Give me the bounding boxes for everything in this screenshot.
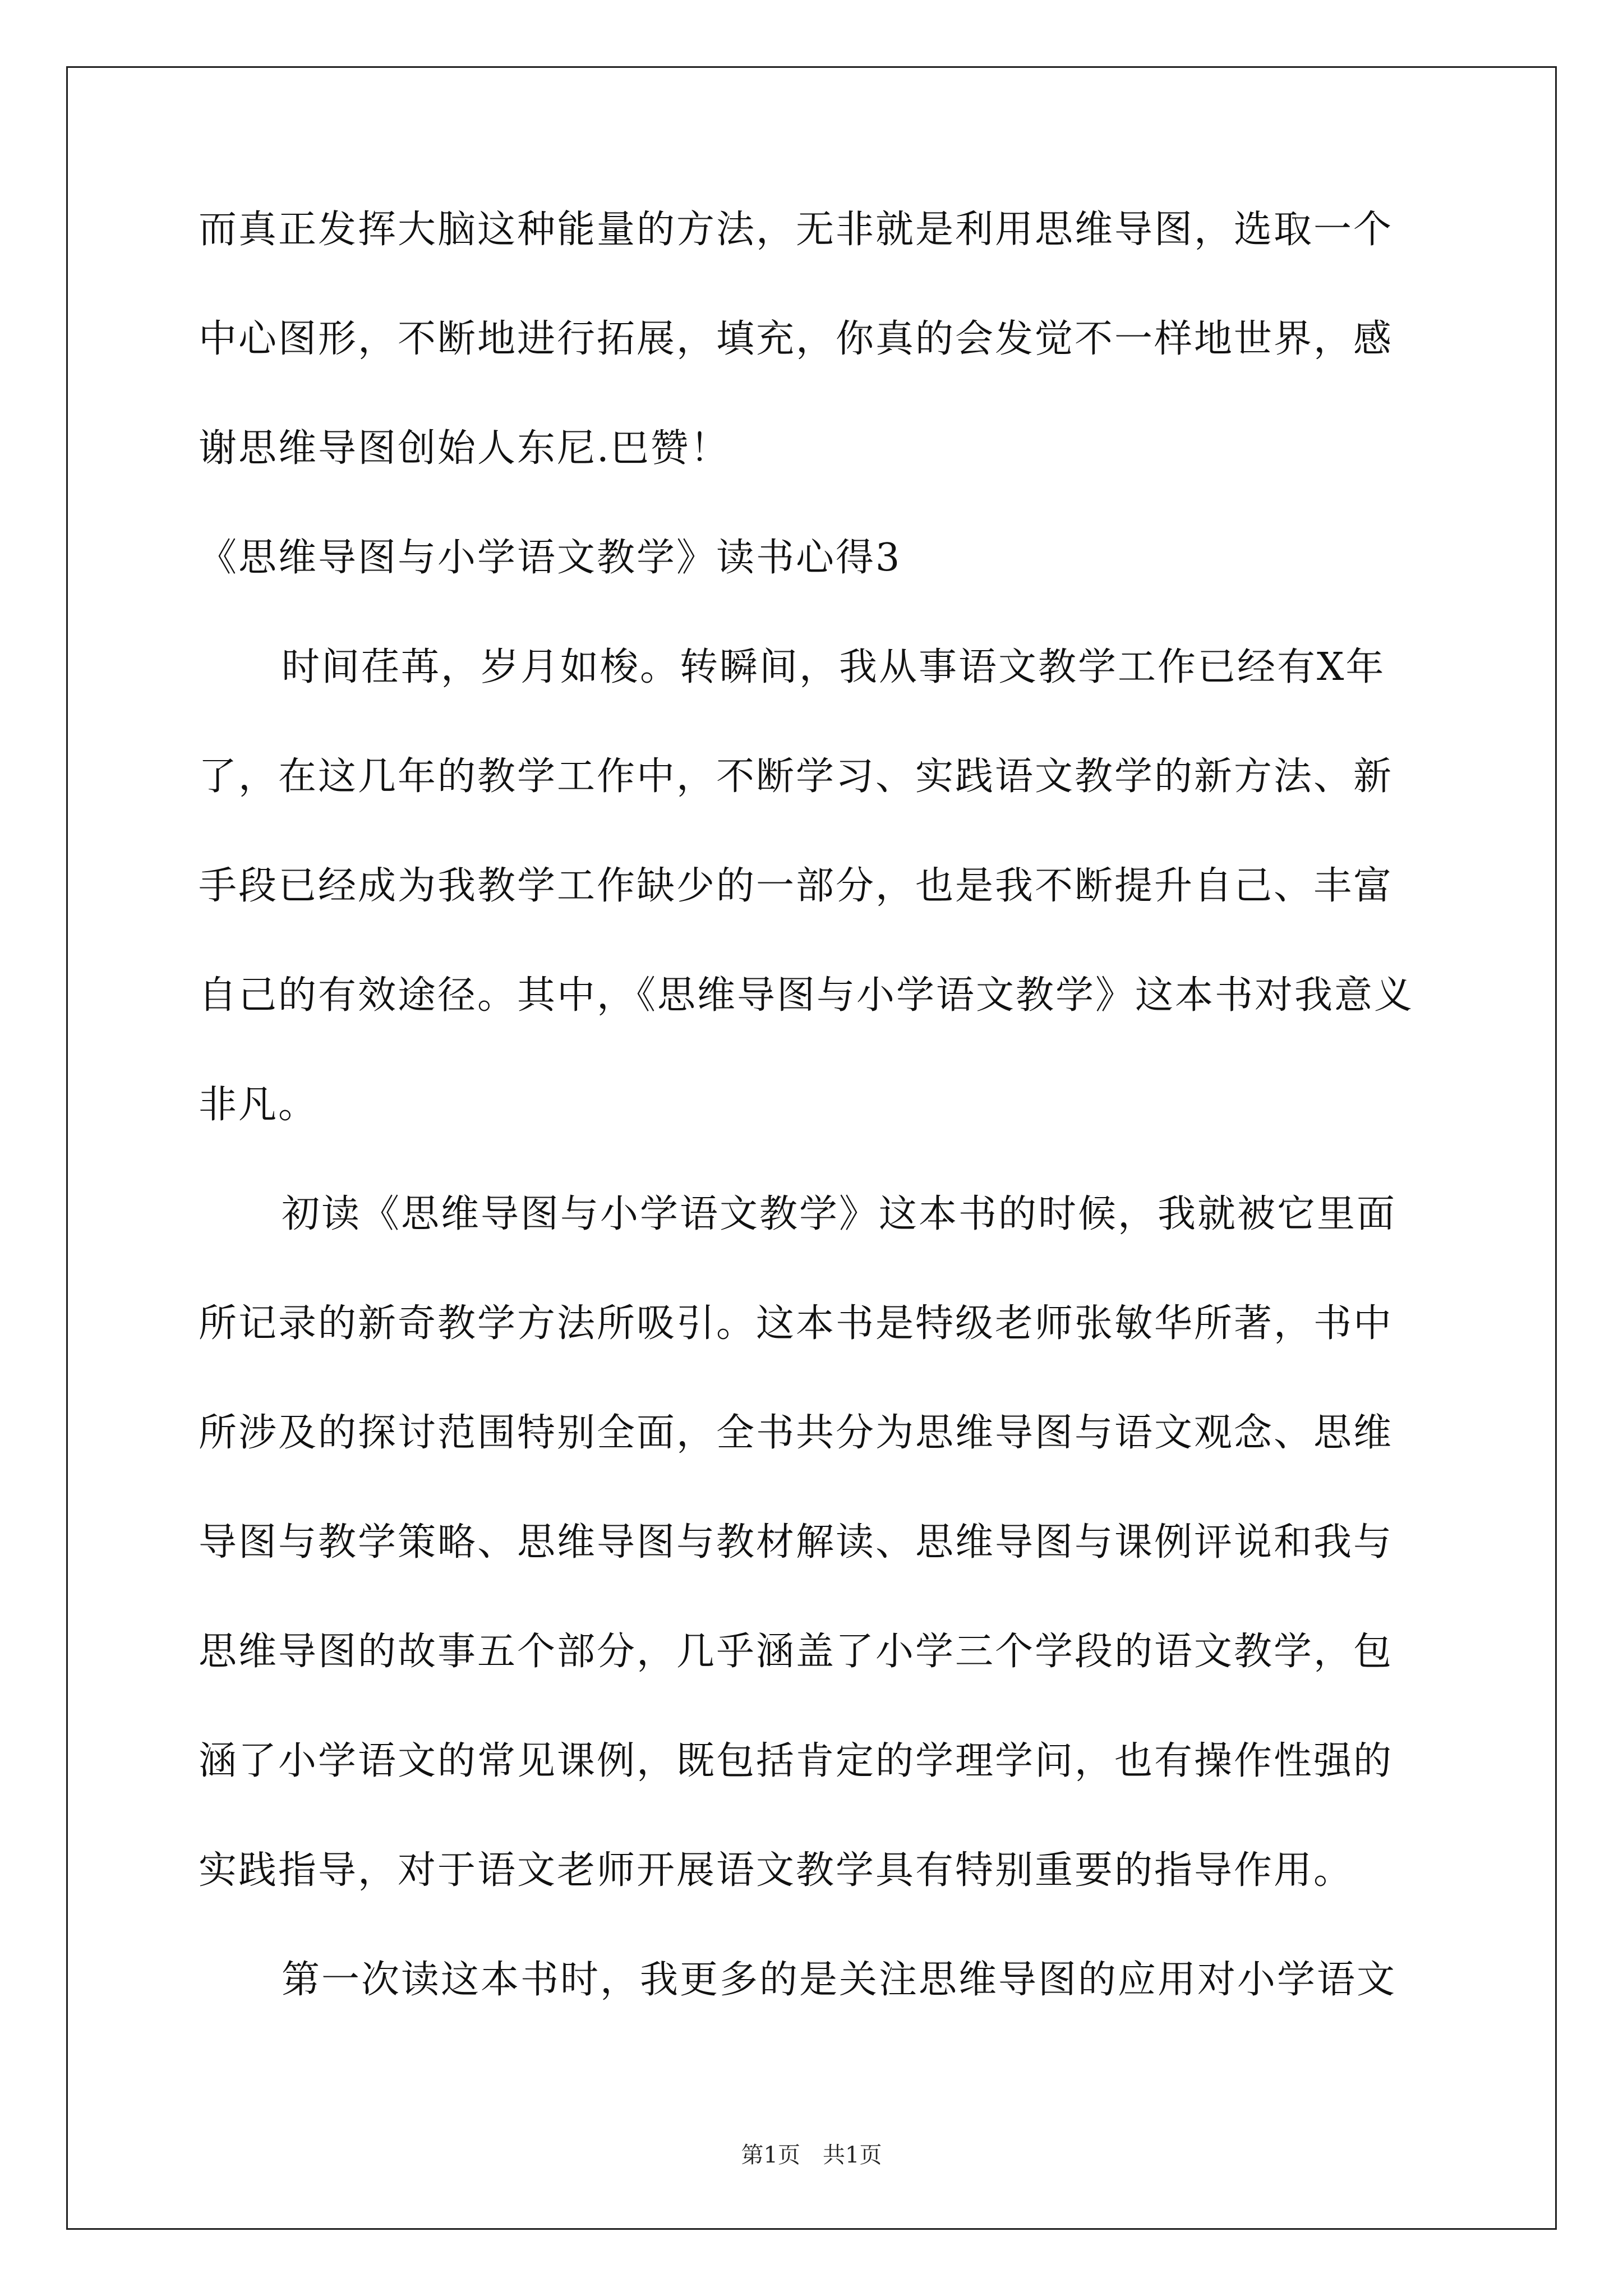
section-heading: 《思维导图与小学语文教学》读书心得3	[199, 536, 902, 580]
text-line: 非凡。	[199, 1083, 319, 1127]
text-line: 了，在这几年的教学工作中，不断学习、实践语文教学的新方法、新	[199, 754, 1394, 799]
text-line: 所记录的新奇教学方法所吸引。这本书是特级老师张敏华所著，书中	[199, 1301, 1394, 1346]
text-line: 所涉及的探讨范围特别全面，全书共分为思维导图与语文观念、思维	[199, 1411, 1394, 1455]
page-number-total: 共1页	[823, 2142, 882, 2168]
text-line: 谢思维导图创始人东尼.巴赞！	[199, 426, 730, 471]
text-line: 中心图形，不断地进行拓展，填充，你真的会发觉不一样地世界，感	[199, 317, 1394, 361]
text-line: 而真正发挥大脑这种能量的方法，无非就是利用思维导图，选取一个	[199, 208, 1394, 252]
text-line: 自己的有效途径。其中，《思维导图与小学语文教学》这本书对我意义	[199, 973, 1414, 1018]
text-line: 第一次读这本书时，我更多的是关注思维导图的应用对小学语文	[282, 1958, 1397, 2002]
text-line: 导图与教学策略、思维导图与教材解读、思维导图与课例评说和我与	[199, 1520, 1394, 1565]
text-line: 实践指导，对于语文老师开展语文教学具有特别重要的指导作用。	[199, 1848, 1354, 1893]
text-line: 思维导图的故事五个部分，几乎涵盖了小学三个学段的语文教学，包	[199, 1630, 1394, 1674]
page-footer	[0, 2142, 1623, 2169]
page-number-current: 第1页	[741, 2142, 800, 2168]
text-line: 时间荏苒，岁月如梭。转瞬间，我从事语文教学工作已经有X年	[282, 645, 1386, 689]
text-line: 初读《思维导图与小学语文教学》这本书的时候，我就被它里面	[282, 1192, 1397, 1236]
text-line: 手段已经成为我教学工作缺少的一部分，也是我不断提升自己、丰富	[199, 864, 1394, 908]
document-body	[199, 208, 1427, 2003]
text-line: 涵了小学语文的常见课例，既包括肯定的学理学问，也有操作性强的	[199, 1739, 1394, 1783]
